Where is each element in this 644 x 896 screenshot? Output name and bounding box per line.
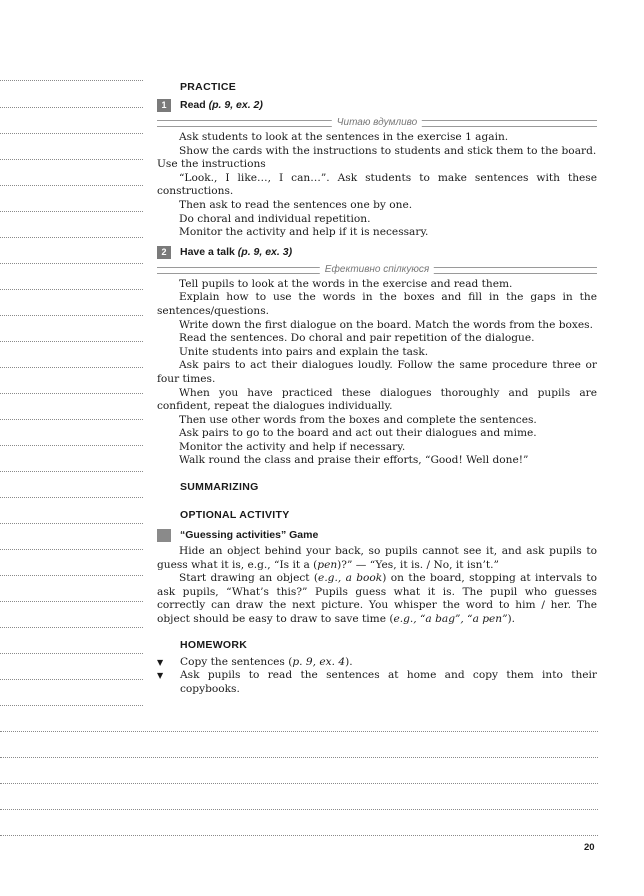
text-line: Monitor the activity and help if it is necessary.: [179, 226, 429, 239]
homework-item-1: ▼ Copy the sentences (p. 9, ex. 4).: [157, 655, 353, 668]
ribbon-label: Читаю вдумливо: [332, 116, 422, 130]
task-1-title: Read: [180, 99, 206, 111]
game-title: “Guessing activities” Game: [180, 529, 319, 542]
task-2-header: [157, 245, 597, 262]
text-line: Read the sentences. Do choral and pair repetition of the dialogue.: [179, 332, 535, 345]
text-line: Ask pairs to act their dialogues loudly. Follow the same procedure three or four times.: [157, 359, 597, 385]
text-line: Unite students into pairs and explain the task.: [179, 345, 429, 358]
task-number-badge: 2: [157, 246, 171, 259]
text-line: Use the instructions: [157, 158, 266, 171]
bullet-icon: ▼: [157, 657, 164, 667]
task-number-badge: 1: [157, 99, 171, 112]
text-line: Walk round the class and praise their efforts, “Good! Well done!”: [179, 454, 529, 467]
game-header: [157, 528, 597, 545]
text-line: Write down the first dialogue on the board. Match the words from the boxes.: [179, 318, 593, 331]
bullet-icon: ▼: [157, 671, 164, 681]
homework-item-2: ▼ Ask pupils to read the sentences at home and copy them into their copybooks.: [157, 669, 597, 695]
task-1-header: [157, 98, 597, 115]
task-2-title: Have a talk: [180, 245, 235, 258]
ribbon-read-thoughtfully: [157, 117, 597, 129]
text-line: Do choral and individual repetition.: [179, 212, 371, 225]
ribbon-label: Ефективно спілкуюся: [320, 263, 434, 277]
homework-heading: HOMEWORK: [180, 638, 248, 651]
text-line: Show the cards with the instructions to students and stick them to the board.: [179, 144, 597, 157]
summarizing-heading: SUMMARIZING: [180, 481, 259, 494]
game-paragraph-1: Hide an object behind your back, so pupils cannot see it, and ask pupils to guess what it is, e.g., “Is it a (pen)?” — “Yes, it is. / No, it isn’t.”: [157, 545, 597, 571]
text-line: Then use other words from the boxes and complete the sentences.: [179, 413, 537, 426]
text-line: Tell pupils to look at the words in the exercise and read them.: [179, 277, 513, 290]
lesson-content: [157, 78, 597, 696]
game-paragraph-2: Start drawing an object (e.g., a book) on the board, stopping at intervals to ask pupils, “What’s this?” Pupils guess what it is. The pupil who guesses correctly can draw the next picture. You whisper the word to him / her. The object should be easy to draw to save time (e.g., “a bag”, “a pen”).: [157, 572, 597, 626]
practice-heading: PRACTICE: [180, 81, 237, 93]
task-1-ref: (p. 9, ex. 2): [208, 99, 263, 111]
text-line: Ask students to look at the sentences in the exercise 1 again.: [179, 131, 509, 143]
text-line: When you have practiced these dialogues thoroughly and pupils are confident, repeat the dialogues individually.: [157, 386, 597, 413]
text-line: Monitor the activity and help if necessary.: [179, 440, 406, 453]
optional-activity-heading: OPTIONAL ACTIVITY: [180, 509, 290, 522]
text-line: Then ask to read the sentences one by one.: [179, 198, 413, 211]
ribbon-communicate-effectively: [157, 264, 597, 276]
task-2-ref: (p. 9, ex. 3): [237, 245, 293, 258]
text-line: “Look., I like…, I can…”. Ask students to make sentences with these constructions.: [157, 171, 597, 198]
text-line: Ask pairs to go to the board and act out their dialogues and mime.: [179, 427, 537, 440]
square-icon: [157, 529, 171, 542]
page-number: 20: [584, 842, 595, 853]
text-line: Explain how to use the words in the boxes and fill in the gaps in the sentences/questions.: [157, 291, 597, 317]
